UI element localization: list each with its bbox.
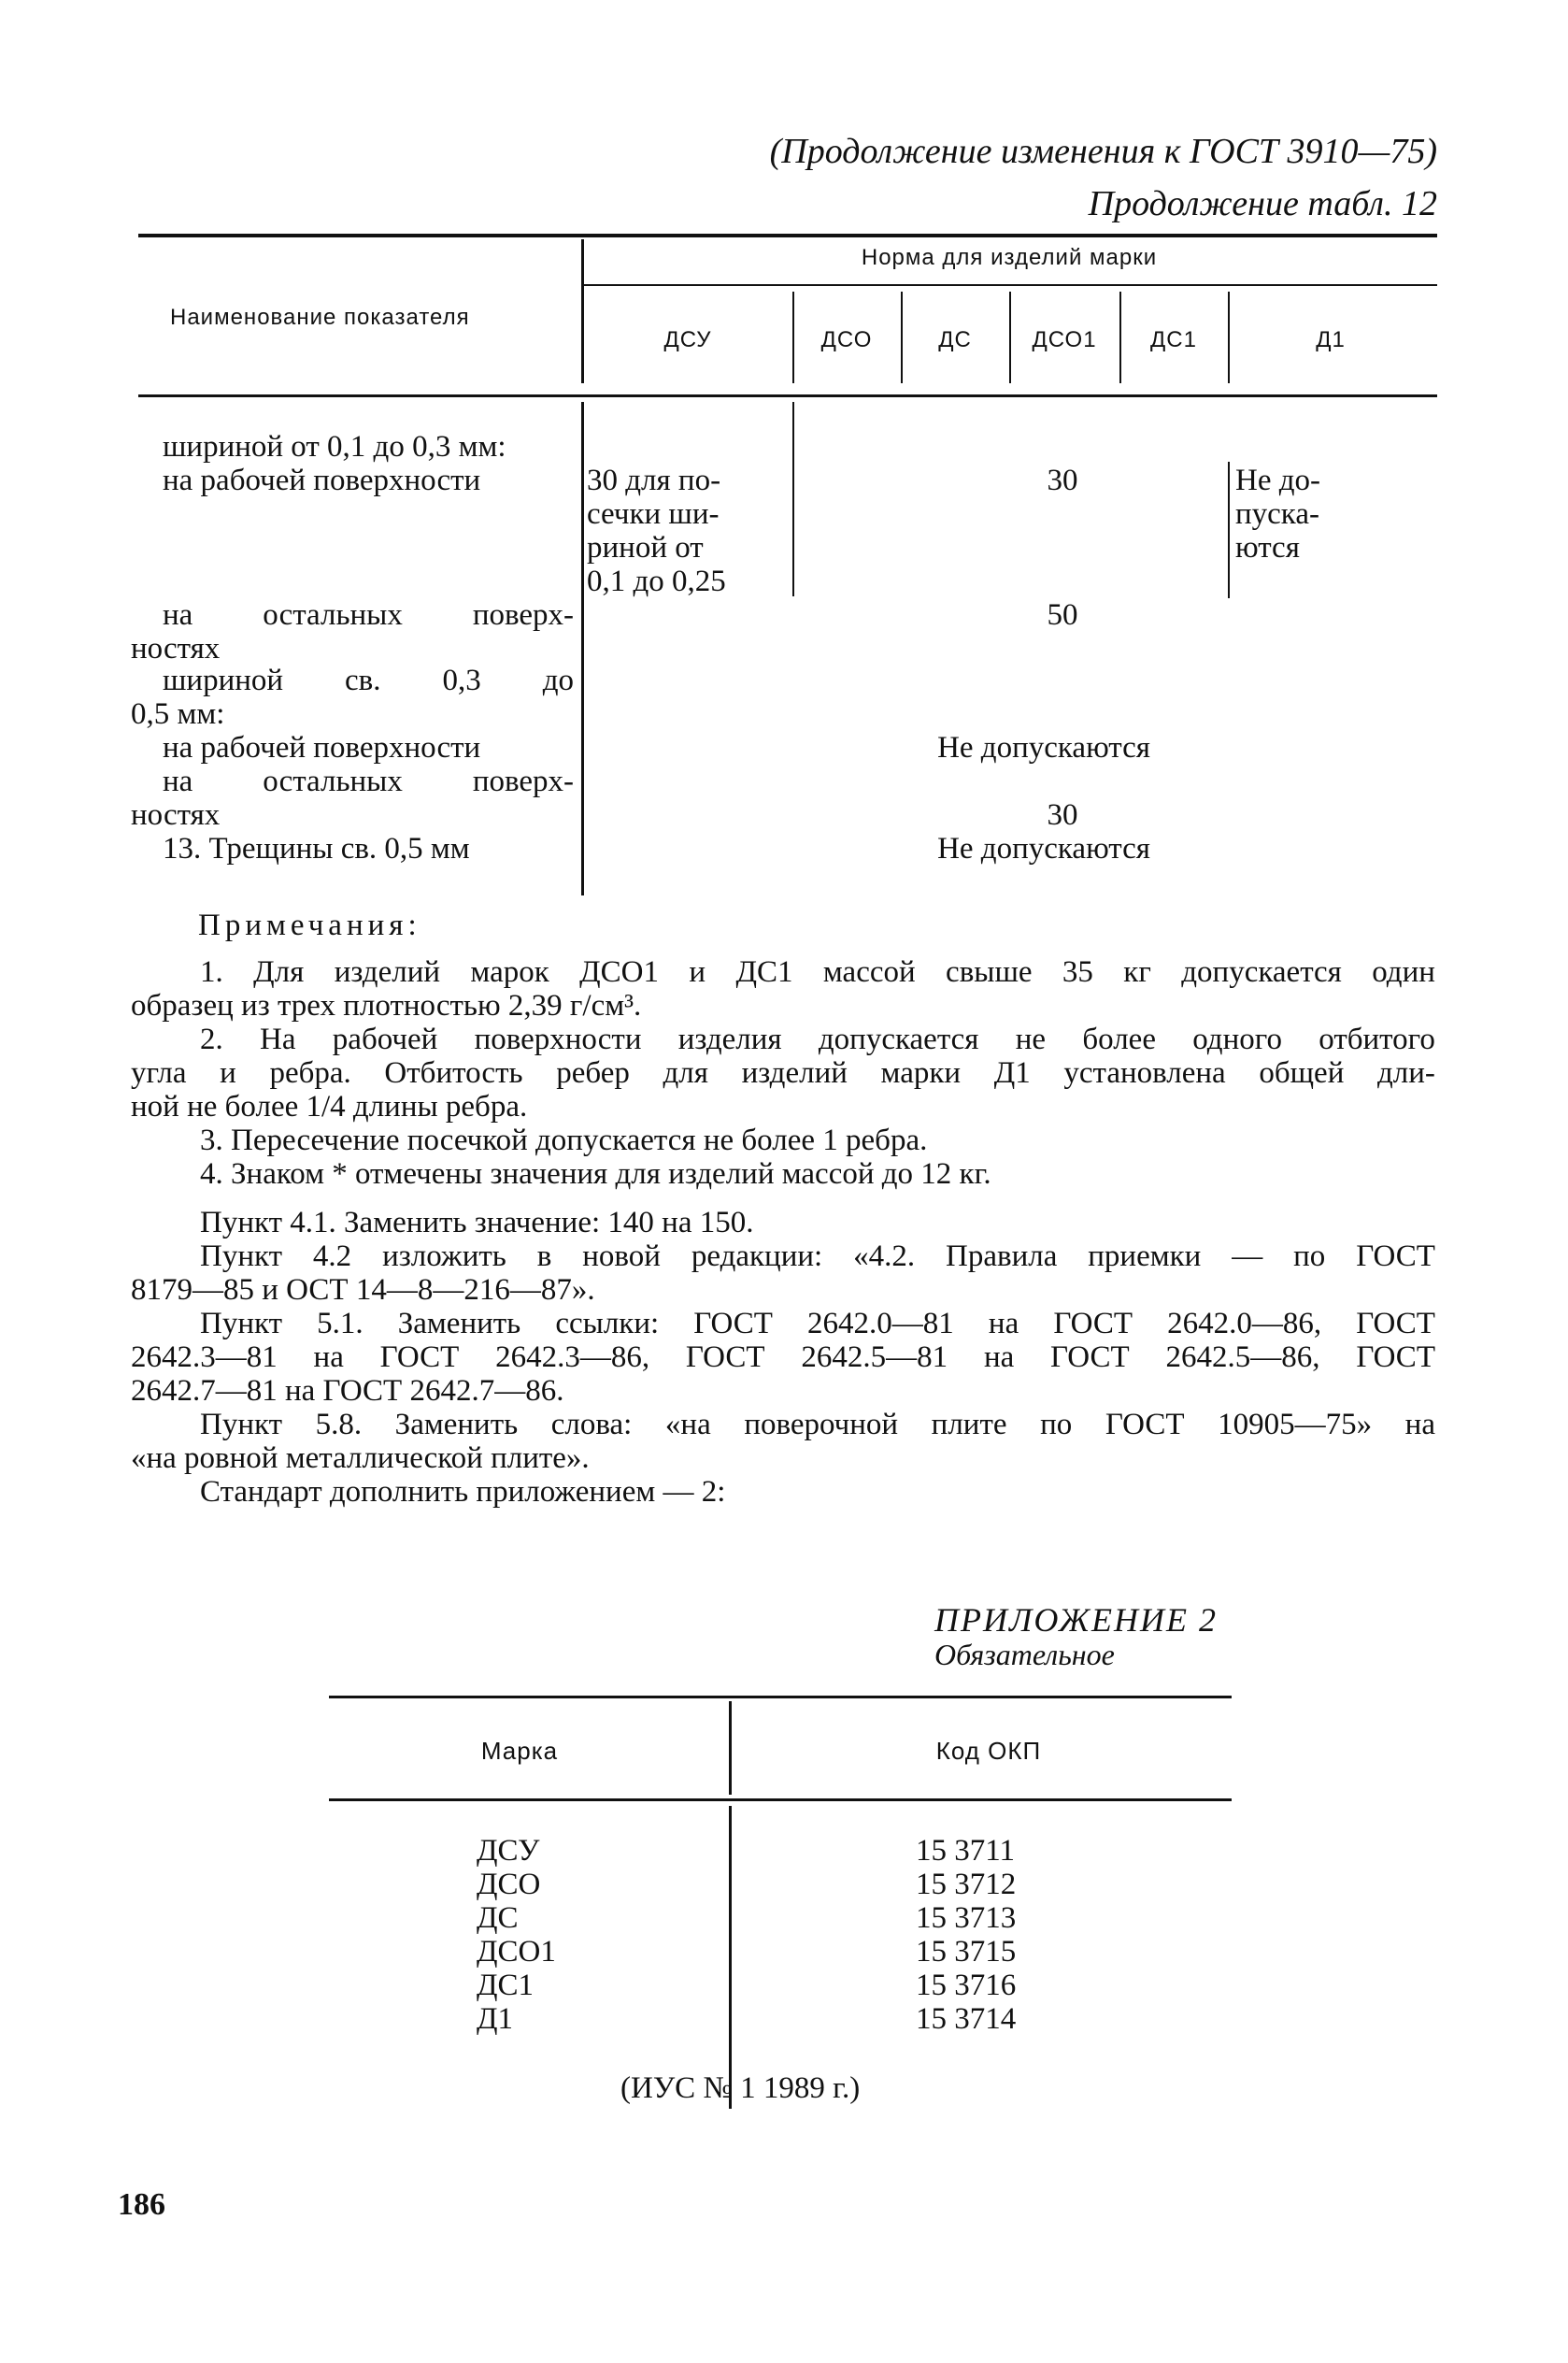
d1-note-line2: пуска- (1235, 497, 1319, 531)
code-dso: 15 3712 (916, 1868, 1017, 1901)
row-width-03-05-cont: 0,5 мм: (131, 697, 225, 731)
note-3: 3. Пересечение посечкой допускается не более 1 ребра. (200, 1124, 928, 1157)
item-5-8: Пункт 5.8. Заменить слова: «на поверочной плите по ГОСТ 10905—75» на (200, 1408, 1435, 1441)
appendix-body-divider (729, 1806, 732, 2109)
brand-dsu: ДСУ (663, 327, 712, 352)
brand-ds1: ДС1 (1150, 327, 1197, 352)
continuation-header: (Продолжение изменения к ГОСТ 3910—75) (769, 132, 1437, 171)
code-dso1: 15 3715 (916, 1935, 1017, 1969)
row-working-surface: на рабочей поверхности (163, 464, 481, 497)
appendix-table-top-rule (329, 1696, 1232, 1698)
other-surfaces-value-1: 50 (1047, 598, 1078, 632)
brand-dso1: ДСО1 (1032, 327, 1097, 352)
note-1: 1. Для изделий марок ДСО1 и ДС1 массой свыше 35 кг допускается один (200, 955, 1435, 989)
appendix-header-divider (729, 1701, 732, 1795)
note-2-end: ной не более 1/4 длины ребра. (131, 1090, 528, 1124)
item-5-1: Пункт 5.1. Заменить ссылки: ГОСТ 2642.0—81 на ГОСТ 2642.0—86, ГОСТ (200, 1307, 1435, 1340)
col-name-header: Наименование показателя (170, 305, 470, 330)
row-width-01-03: шириной от 0,1 до 0,3 мм: (163, 430, 506, 464)
table12-header-bottom-rule (138, 394, 1437, 397)
row-other-surfaces-2: на остальных поверх- (163, 765, 574, 798)
table-continuation-label: Продолжение табл. 12 (1088, 184, 1437, 223)
dsu-note-line2: сечки ши- (587, 497, 720, 531)
row-working-surface-2: на рабочей поверхности (163, 731, 481, 765)
brand-dso: ДСО (820, 327, 873, 352)
item-5-1-cont: 2642.3—81 на ГОСТ 2642.3—86, ГОСТ 2642.5—81 на ГОСТ 2642.5—86, ГОСТ (131, 1340, 1435, 1374)
mark-dsu: ДСУ (477, 1834, 540, 1868)
note-4: 4. Знаком * отмечены значения для изделий массой до 12 кг. (200, 1157, 991, 1191)
row-width-03-05: шириной св. 0,3 до (163, 664, 574, 697)
mark-dso1: ДСО1 (477, 1935, 556, 1969)
mark-ds1: ДС1 (477, 1969, 535, 2002)
working-surface-value-2: Не допускаются (937, 731, 1150, 765)
appendix-subtitle: Обязательное (934, 1638, 1115, 1671)
table12-body-divider (581, 402, 584, 895)
dsu-note-line1: 30 для по- (587, 464, 721, 497)
brand-d1: Д1 (1316, 327, 1346, 352)
code-ds1: 15 3716 (916, 1969, 1017, 2002)
item-5-8-cont: «на ровной металлической плите». (131, 1441, 590, 1475)
page-number: 186 (118, 2187, 165, 2222)
dsu-note-line3: риной от (587, 531, 704, 565)
code-d1: 15 3714 (916, 2002, 1017, 2036)
dsu-note-line4: 0,1 до 0,25 (587, 565, 726, 598)
code-dsu: 15 3711 (916, 1834, 1016, 1868)
item-4-2: Пункт 4.2 изложить в новой редакции: «4.2. Правила приемки — по ГОСТ (200, 1239, 1435, 1273)
row-cracks: 13. Трещины св. 0,5 мм (163, 832, 470, 866)
item-appendix: Стандарт дополнить приложением — 2: (200, 1475, 726, 1509)
d1-note-line3: ются (1235, 531, 1300, 565)
note-1-cont: образец из трех плотностью 2,39 г/см³. (131, 989, 642, 1023)
brand-ds: ДС (938, 327, 972, 352)
note-2-cont: угла и ребра. Отбитость ребер для изделий марки Д1 установлена общей дли- (131, 1056, 1435, 1090)
table12-header-divider (581, 239, 584, 383)
item-5-1-end: 2642.7—81 на ГОСТ 2642.7—86. (131, 1374, 564, 1408)
note-2: 2. На рабочей поверхности изделия допускается не более одного отбитого (200, 1023, 1435, 1056)
norm-subheader-rule (583, 284, 1437, 286)
source-reference: (ИУС № 1 1989 г.) (620, 2071, 861, 2105)
cracks-value: Не допускаются (937, 832, 1150, 866)
norm-header: Норма для изделий марки (861, 245, 1158, 270)
item-4-2-cont: 8179—85 и ОСТ 14—8—216—87». (131, 1273, 595, 1307)
mark-d1: Д1 (477, 2002, 514, 2036)
table12-top-rule (138, 234, 1437, 237)
code-ds: 15 3713 (916, 1901, 1017, 1935)
mark-dso: ДСО (477, 1868, 541, 1901)
appendix-col-code: Код ОКП (935, 1737, 1042, 1765)
row-other-surfaces-1-cont: ностях (131, 632, 221, 666)
item-4-1: Пункт 4.1. Заменить значение: 140 на 150. (200, 1206, 754, 1239)
appendix-header-bottom-rule (329, 1798, 1232, 1801)
appendix-col-mark: Марка (480, 1737, 559, 1765)
row-other-surfaces-2-cont: ностях (131, 798, 221, 832)
row-other-surfaces-1: на остальных поверх- (163, 598, 574, 632)
appendix-title: ПРИЛОЖЕНИЕ 2 (934, 1601, 1218, 1639)
notes-title: Примечания: (198, 909, 421, 942)
other-surfaces-value-2: 30 (1047, 798, 1078, 832)
mark-ds: ДС (477, 1901, 519, 1935)
working-surface-value: 30 (1047, 464, 1078, 497)
d1-note-line1: Не до- (1235, 464, 1321, 497)
